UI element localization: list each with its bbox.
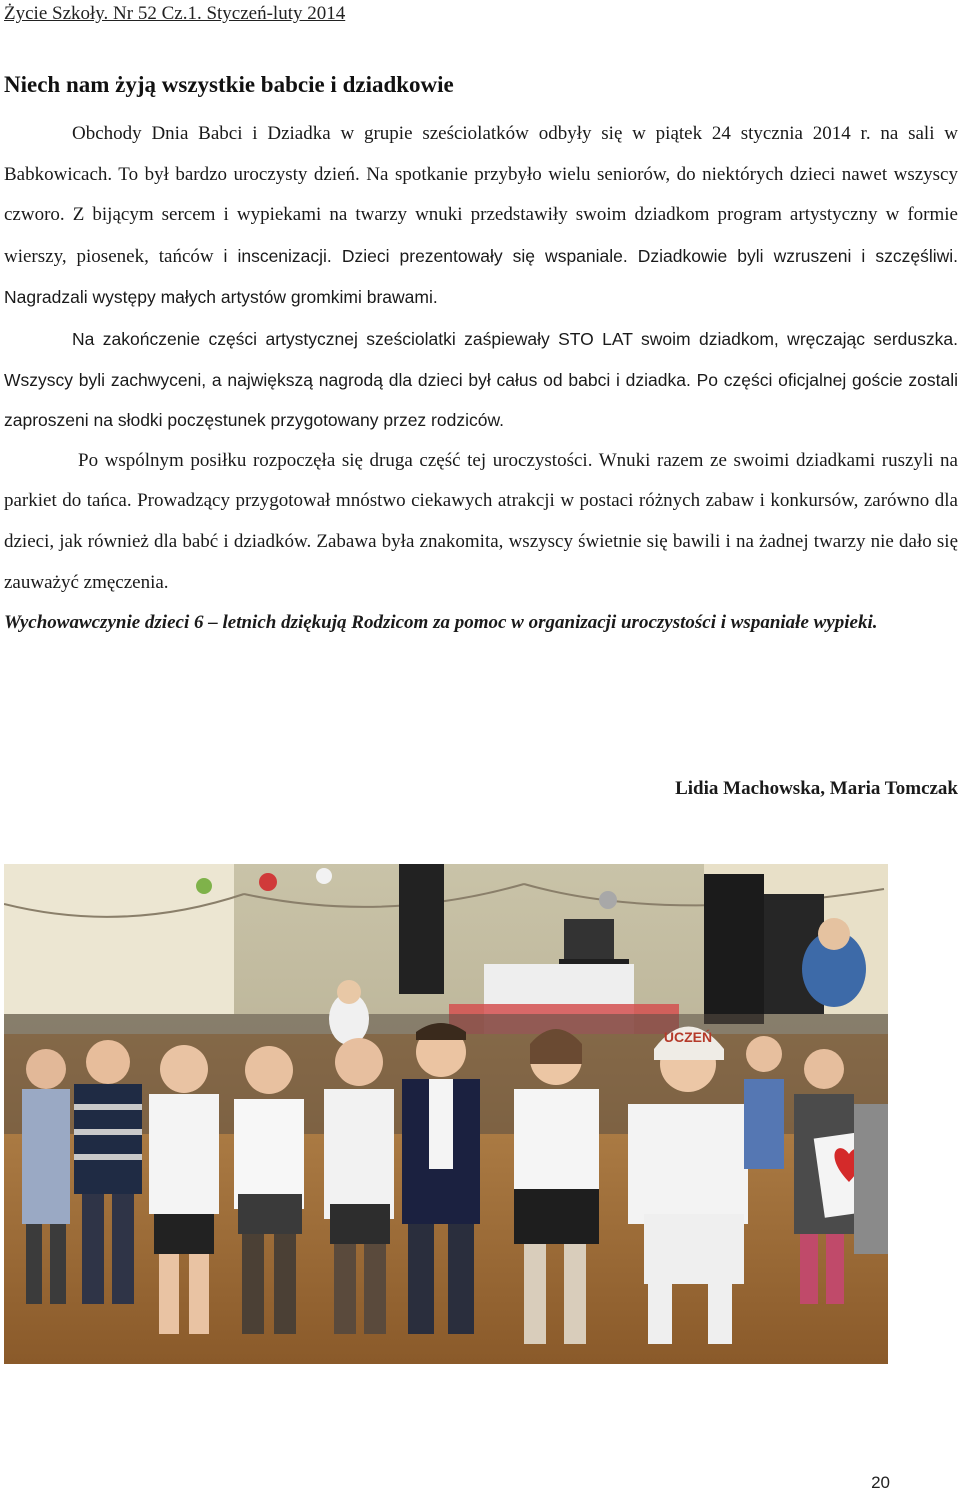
article-signature: Lidia Machowska, Maria Tomczak: [675, 778, 958, 799]
paragraph-1: [4, 114, 958, 319]
article-title: Niech nam żyją wszystkie babcie i dziadkowie: [4, 72, 454, 97]
page-number: 20: [871, 1473, 890, 1492]
paragraph-1-serif-part: Obchody Dnia Babci i Dziadka w grupie sześciolatków odbyły się w piątek 24 stycznia 2014 r. na sali w Babkowicach. To był bardzo uroczysty dzień. Na spotkanie przybyło wielu seniorów, do niektórych dzieci nawet wszyscy czworo. Z bijącym sercem i wypiekami na twarzy wnuki przedstawiły swoim dziadkom program artystyczny w formie wierszy, piosenek, tańców: [4, 123, 958, 267]
paragraph-3: Po wspólnym posiłku rozpoczęła się druga część tej uroczystości. Wnuki razem ze swoimi dziadkami ruszyli na parkiet do tańca. Prowadzący przygotował mnóstwo ciekawych atrakcji w postaci różnych zabaw i konkursów, zarówno dla dzieci, jak również dla babć i dziadków. Zabawa była znakomita, wszyscy świetnie się bawili i na żadnej twarzy nie dało się zauważyć zmęczenia.: [4, 449, 958, 593]
event-photo: [4, 864, 888, 1364]
cap-label: UCZEŃ: [663, 1029, 713, 1045]
photo-illustration: [4, 864, 888, 1364]
paragraph-1-sans-part: i inscenizacji. Dzieci prezentowały się wspaniale. Dziadkowie byli wzruszeni i szczęśliwi. Nagradzali występy małych artystów gromkimi brawami.: [4, 245, 958, 308]
closing-thanks: Wychowawczynie dzieci 6 – letnich dziękują Rodzicom za pomoc w organizacji uroczystości i wspaniałe wypieki.: [4, 612, 878, 634]
article-body: [4, 114, 958, 643]
journal-header: Życie Szkoły. Nr 52 Cz.1. Styczeń-luty 2014: [4, 3, 346, 24]
paragraph-2: Na zakończenie części artystycznej sześciolatki zaśpiewały STO LAT swoim dziadkom, wręczając serduszka. Wszyscy byli zachwyceni, a największą nagrodą dla dzieci był całus od babci i dziadka. Po części oficjalnej goście zostali zaproszeni na słodki poczęstunek przygotowany przez rodziców.: [4, 328, 958, 431]
